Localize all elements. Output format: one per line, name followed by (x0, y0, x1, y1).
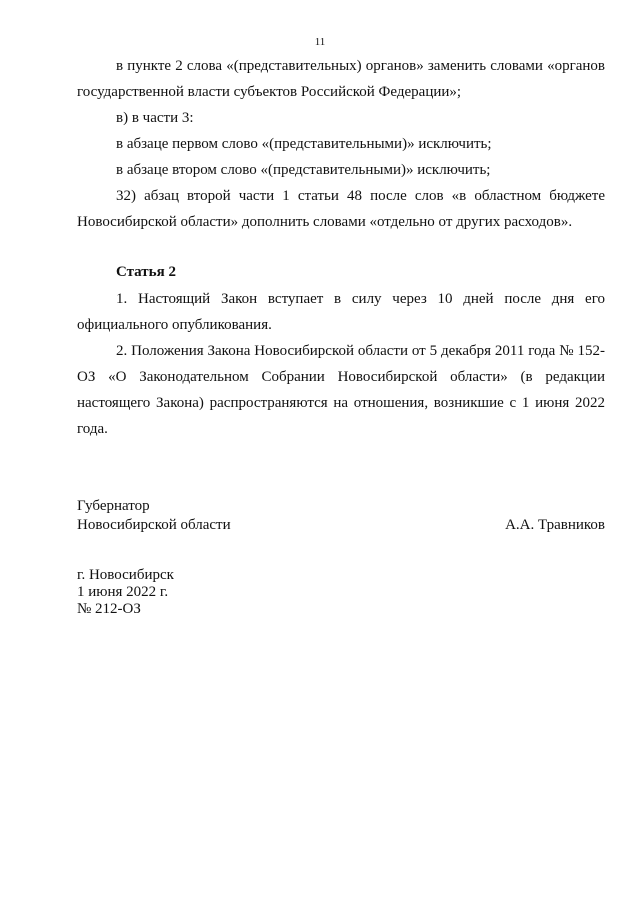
place-city: г. Новосибирск (77, 567, 174, 583)
amendment-paragraph: в абзаце втором слово «(представительными)» исключить; (116, 162, 491, 178)
page-number: 11 (314, 36, 326, 48)
amendment-paragraph: в абзаце первом слово «(представительными)» исключить; (116, 136, 492, 152)
law-number: № 212-ОЗ (77, 601, 141, 617)
amendment-paragraph: 32) абзац второй части 1 статьи 48 после слов «в областном бюджете Новосибирской области» дополнить словами «отдельно от других расходов». (77, 188, 605, 230)
article-paragraph: 2. Положения Закона Новосибирской области от 5 декабря 2011 года № 152-ОЗ «О Законодательном Собрании Новосибирской области» (в редакции настоящего Закона) распространяются на отношения, возникшие с 1 июня 2022 года. (77, 343, 605, 437)
amendment-paragraph: в пункте 2 слова «(представительных) органов» заменить словами «органов государственной власти субъектов Российской Федерации»; (77, 58, 605, 100)
signature-block (77, 497, 605, 535)
signature-title-line1: Губернатор (77, 498, 150, 514)
article-heading: Статья 2 (116, 264, 176, 280)
article-body (77, 286, 605, 442)
amendment-paragraph: в) в части 3: (116, 110, 194, 126)
place-date: 1 июня 2022 г. (77, 584, 169, 600)
signatory-name: А.А. Травников (505, 517, 605, 533)
amendments-section (77, 53, 605, 235)
article-paragraph: 1. Настоящий Закон вступает в силу через 10 дней после дня его официального опубликования. (77, 291, 605, 333)
place-date-block (77, 567, 174, 618)
signature-title-line2: Новосибирской области (77, 517, 231, 533)
